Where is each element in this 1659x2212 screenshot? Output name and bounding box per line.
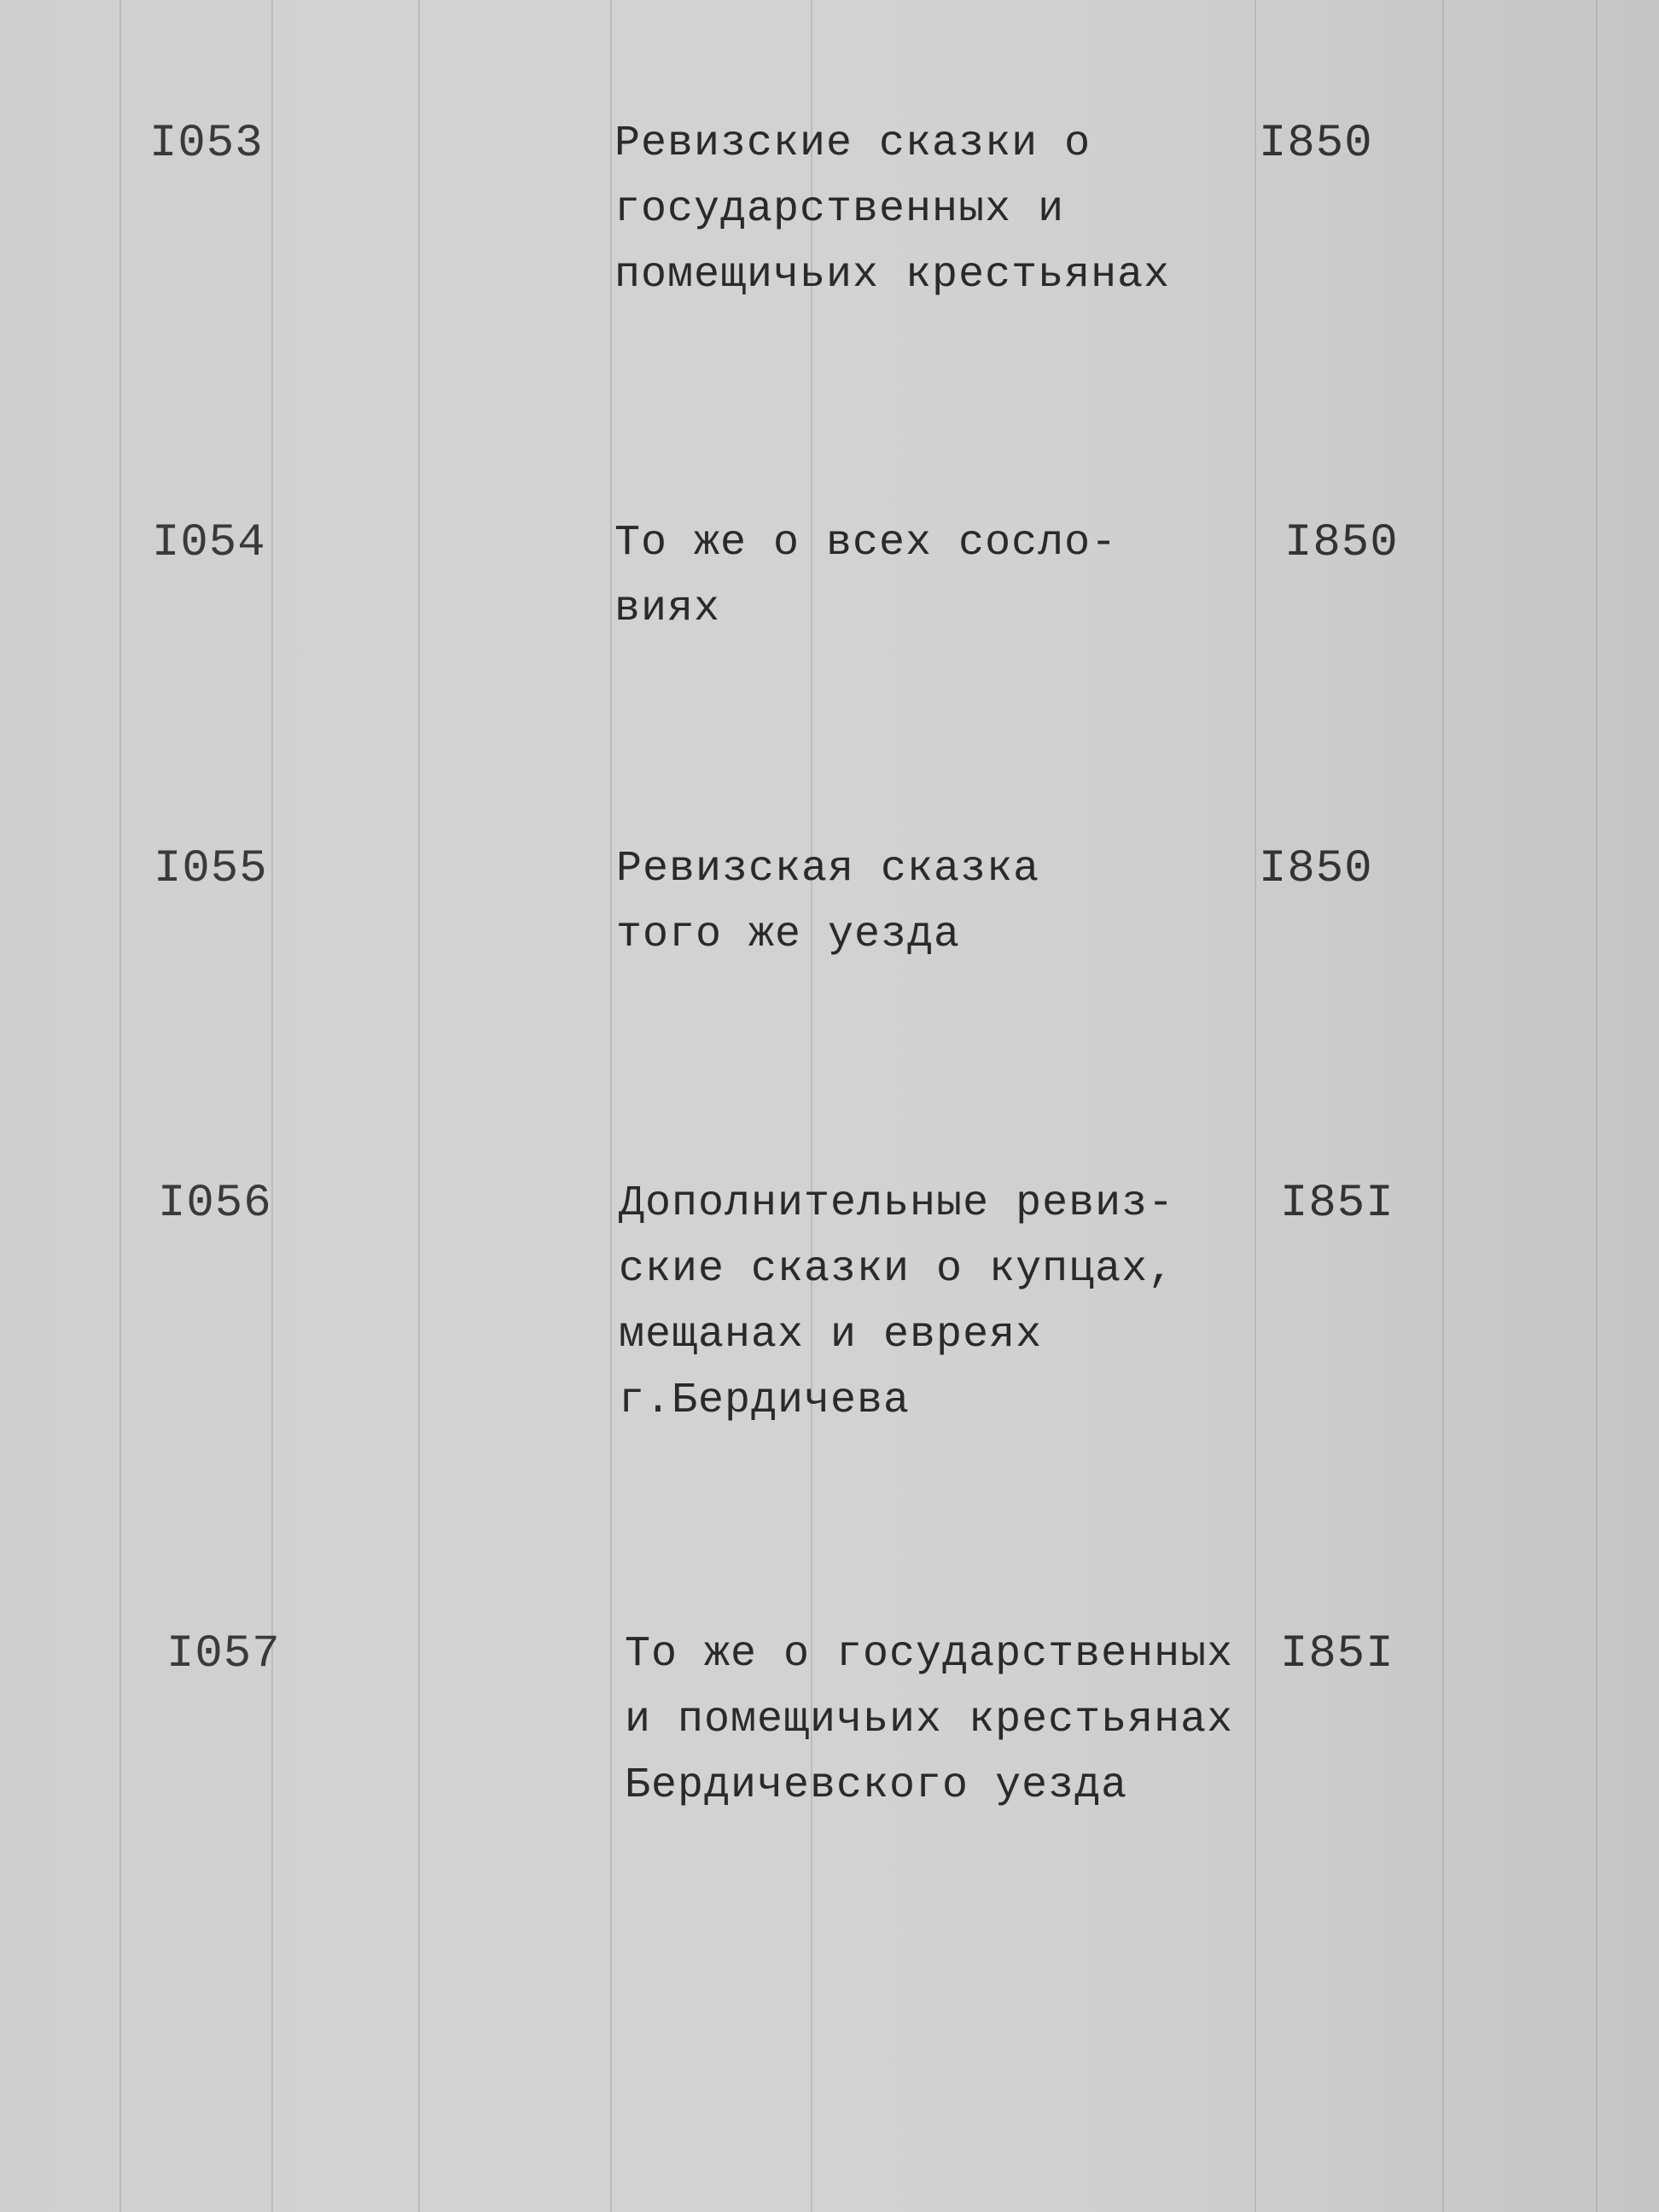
description-line: мещанах и евреях bbox=[619, 1311, 1043, 1359]
description-line: Бердичевского уезда bbox=[625, 1761, 1128, 1810]
entry-year: I85I bbox=[1280, 1178, 1394, 1230]
entry-number: I053 bbox=[149, 118, 264, 170]
description-line: То же о государственных bbox=[625, 1630, 1234, 1679]
description-line: виях bbox=[614, 585, 721, 633]
inventory-entry bbox=[0, 510, 1659, 852]
entry-year: I850 bbox=[1259, 843, 1373, 895]
description-line: Ревизская сказка bbox=[616, 845, 1040, 894]
inventory-entry bbox=[0, 836, 1659, 1178]
entry-description bbox=[619, 1171, 1233, 1434]
description-line: г.Бердичева bbox=[619, 1377, 911, 1425]
description-line: То же о всех сосло- bbox=[614, 519, 1118, 568]
entry-description bbox=[616, 836, 1231, 968]
entry-year: I85I bbox=[1280, 1628, 1394, 1680]
entry-description bbox=[614, 510, 1229, 642]
entry-year: I850 bbox=[1284, 517, 1399, 569]
inventory-entry bbox=[0, 1621, 1659, 1963]
entry-number: I055 bbox=[154, 843, 268, 895]
description-line: Дополнительные ревиз- bbox=[619, 1179, 1175, 1228]
entry-number: I054 bbox=[152, 517, 266, 569]
description-line: государственных и bbox=[614, 185, 1065, 234]
entry-year: I850 bbox=[1259, 118, 1373, 170]
description-line: ские сказки о купцах, bbox=[619, 1245, 1175, 1294]
description-line: Ревизские сказки о bbox=[614, 119, 1091, 168]
description-line: помещичьих крестьянах bbox=[614, 251, 1171, 300]
description-line: того же уезда bbox=[616, 911, 961, 959]
entry-description bbox=[625, 1621, 1239, 1819]
inventory-entry bbox=[0, 111, 1659, 452]
inventory-entry bbox=[0, 1171, 1659, 1512]
entry-number: I057 bbox=[166, 1628, 281, 1680]
entry-number: I056 bbox=[158, 1178, 272, 1230]
description-line: и помещичьих крестьянах bbox=[625, 1696, 1234, 1744]
entry-description bbox=[614, 111, 1229, 308]
